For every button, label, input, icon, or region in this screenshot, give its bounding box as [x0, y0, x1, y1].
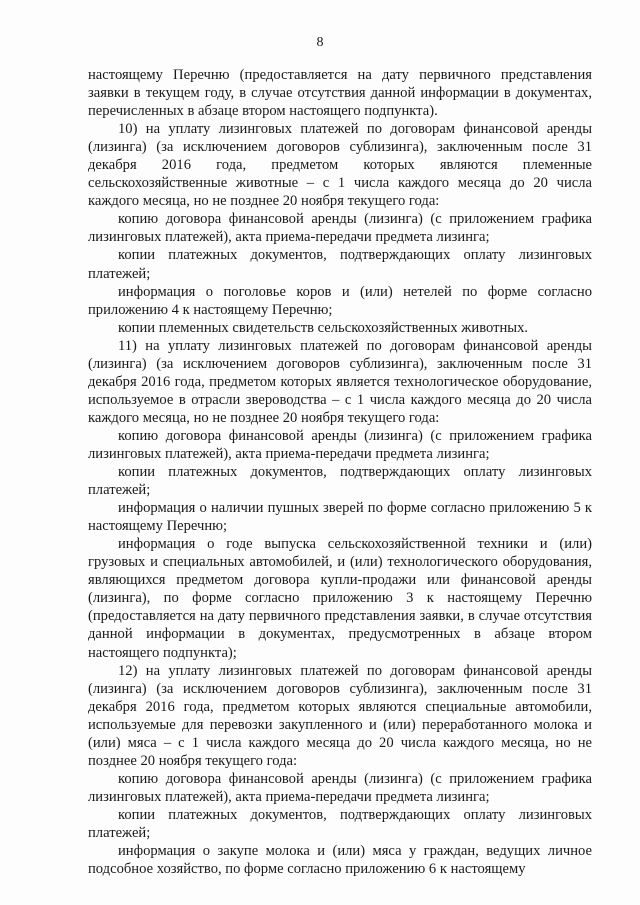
paragraph-equipment-year-info: информация о годе выпуска сельскохозяйственной техники и (или) грузовых и специальных автомобилей, и (или) технологического оборудования, являющихся предметом договора купли-продажи или финансовой аренды (лизинга), по форме согласно приложению 3 к настоящему Перечню (предоставляется на дату первичного представления заявки, в случае отсутствия данной информации в документах, предусмотренных в абзаце втором настоящего подпункта); [88, 536, 592, 661]
paragraph-lease-contract-copy: копию договора финансовой аренды (лизинга) (с приложением графика лизинговых платежей), акта приема-передачи предмета лизинга; [88, 427, 592, 462]
paragraph-continuation: настоящему Перечню (предоставляется на дату первичного представления заявки в текущем году, в случае отсутствия данной информации в документах, перечисленных в абзаце втором настоящего подпункта). [88, 67, 592, 120]
paragraph-breeding-certificates: копии племенных свидетельств сельскохозяйственных животных. [118, 319, 529, 336]
paragraph-payment-docs: копии платежных документов, подтверждающих оплату лизинговых платежей; [88, 464, 592, 499]
paragraph-item-11: 11) на уплату лизинговых платежей по договорам финансовой аренды (лизинга) (за исключением договоров сублизинга), заключенным после 31 декабря 2016 года, предметом которых является технологическое оборудование, используемое в отрасли звероводства – с 1 числа каждого месяца до 20 числа каждого месяца, но не позднее 20 ноября текущего года: [88, 337, 592, 426]
paragraph-lease-contract-copy: копию договора финансовой аренды (лизинга) (с приложением графика лизинговых платежей), акта приема-передачи предмета лизинга; [88, 770, 592, 805]
page-number: 8 [316, 35, 324, 50]
document-body [88, 66, 592, 878]
paragraph-livestock-info: информация о поголовье коров и (или) нетелей по форме согласно приложению 4 к настоящему Перечню; [88, 283, 592, 318]
paragraph-payment-docs: копии платежных документов, подтверждающих оплату лизинговых платежей; [88, 247, 592, 282]
paragraph-item-12: 12) на уплату лизинговых платежей по договорам финансовой аренды (лизинга) (за исключением договоров сублизинга), заключенным после 31 декабря 2016 года, предметом которых являются специальные автомобили, используемые для перевозки закупленного и (или) переработанного молока и (или) мяса – с 1 числа каждого месяца до 20 числа каждого месяца, но не позднее 20 ноября текущего года: [88, 662, 592, 769]
paragraph-item-10: 10) на уплату лизинговых платежей по договорам финансовой аренды (лизинга) (за исключением договоров сублизинга), заключенным после 31 декабря 2016 года, предметом которых являются племенные сельскохозяйственные животные – с 1 числа каждого месяца до 20 числа каждого месяца, но не позднее 20 ноября текущего года: [88, 121, 592, 210]
paragraph-payment-docs: копии платежных документов, подтверждающих оплату лизинговых платежей; [88, 806, 592, 841]
paragraph-milk-meat-purchase-info: информация о закупе молока и (или) мяса у граждан, ведущих личное подсобное хозяйство, по форме согласно приложению 6 к настоящему [88, 843, 592, 878]
paragraph-fur-animals-info: информация о наличии пушных зверей по форме согласно приложению 5 к настоящему Перечню; [88, 500, 592, 535]
paragraph-lease-contract-copy: копию договора финансовой аренды (лизинга) (с приложением графика лизинговых платежей), акта приема-передачи предмета лизинга; [88, 211, 592, 246]
